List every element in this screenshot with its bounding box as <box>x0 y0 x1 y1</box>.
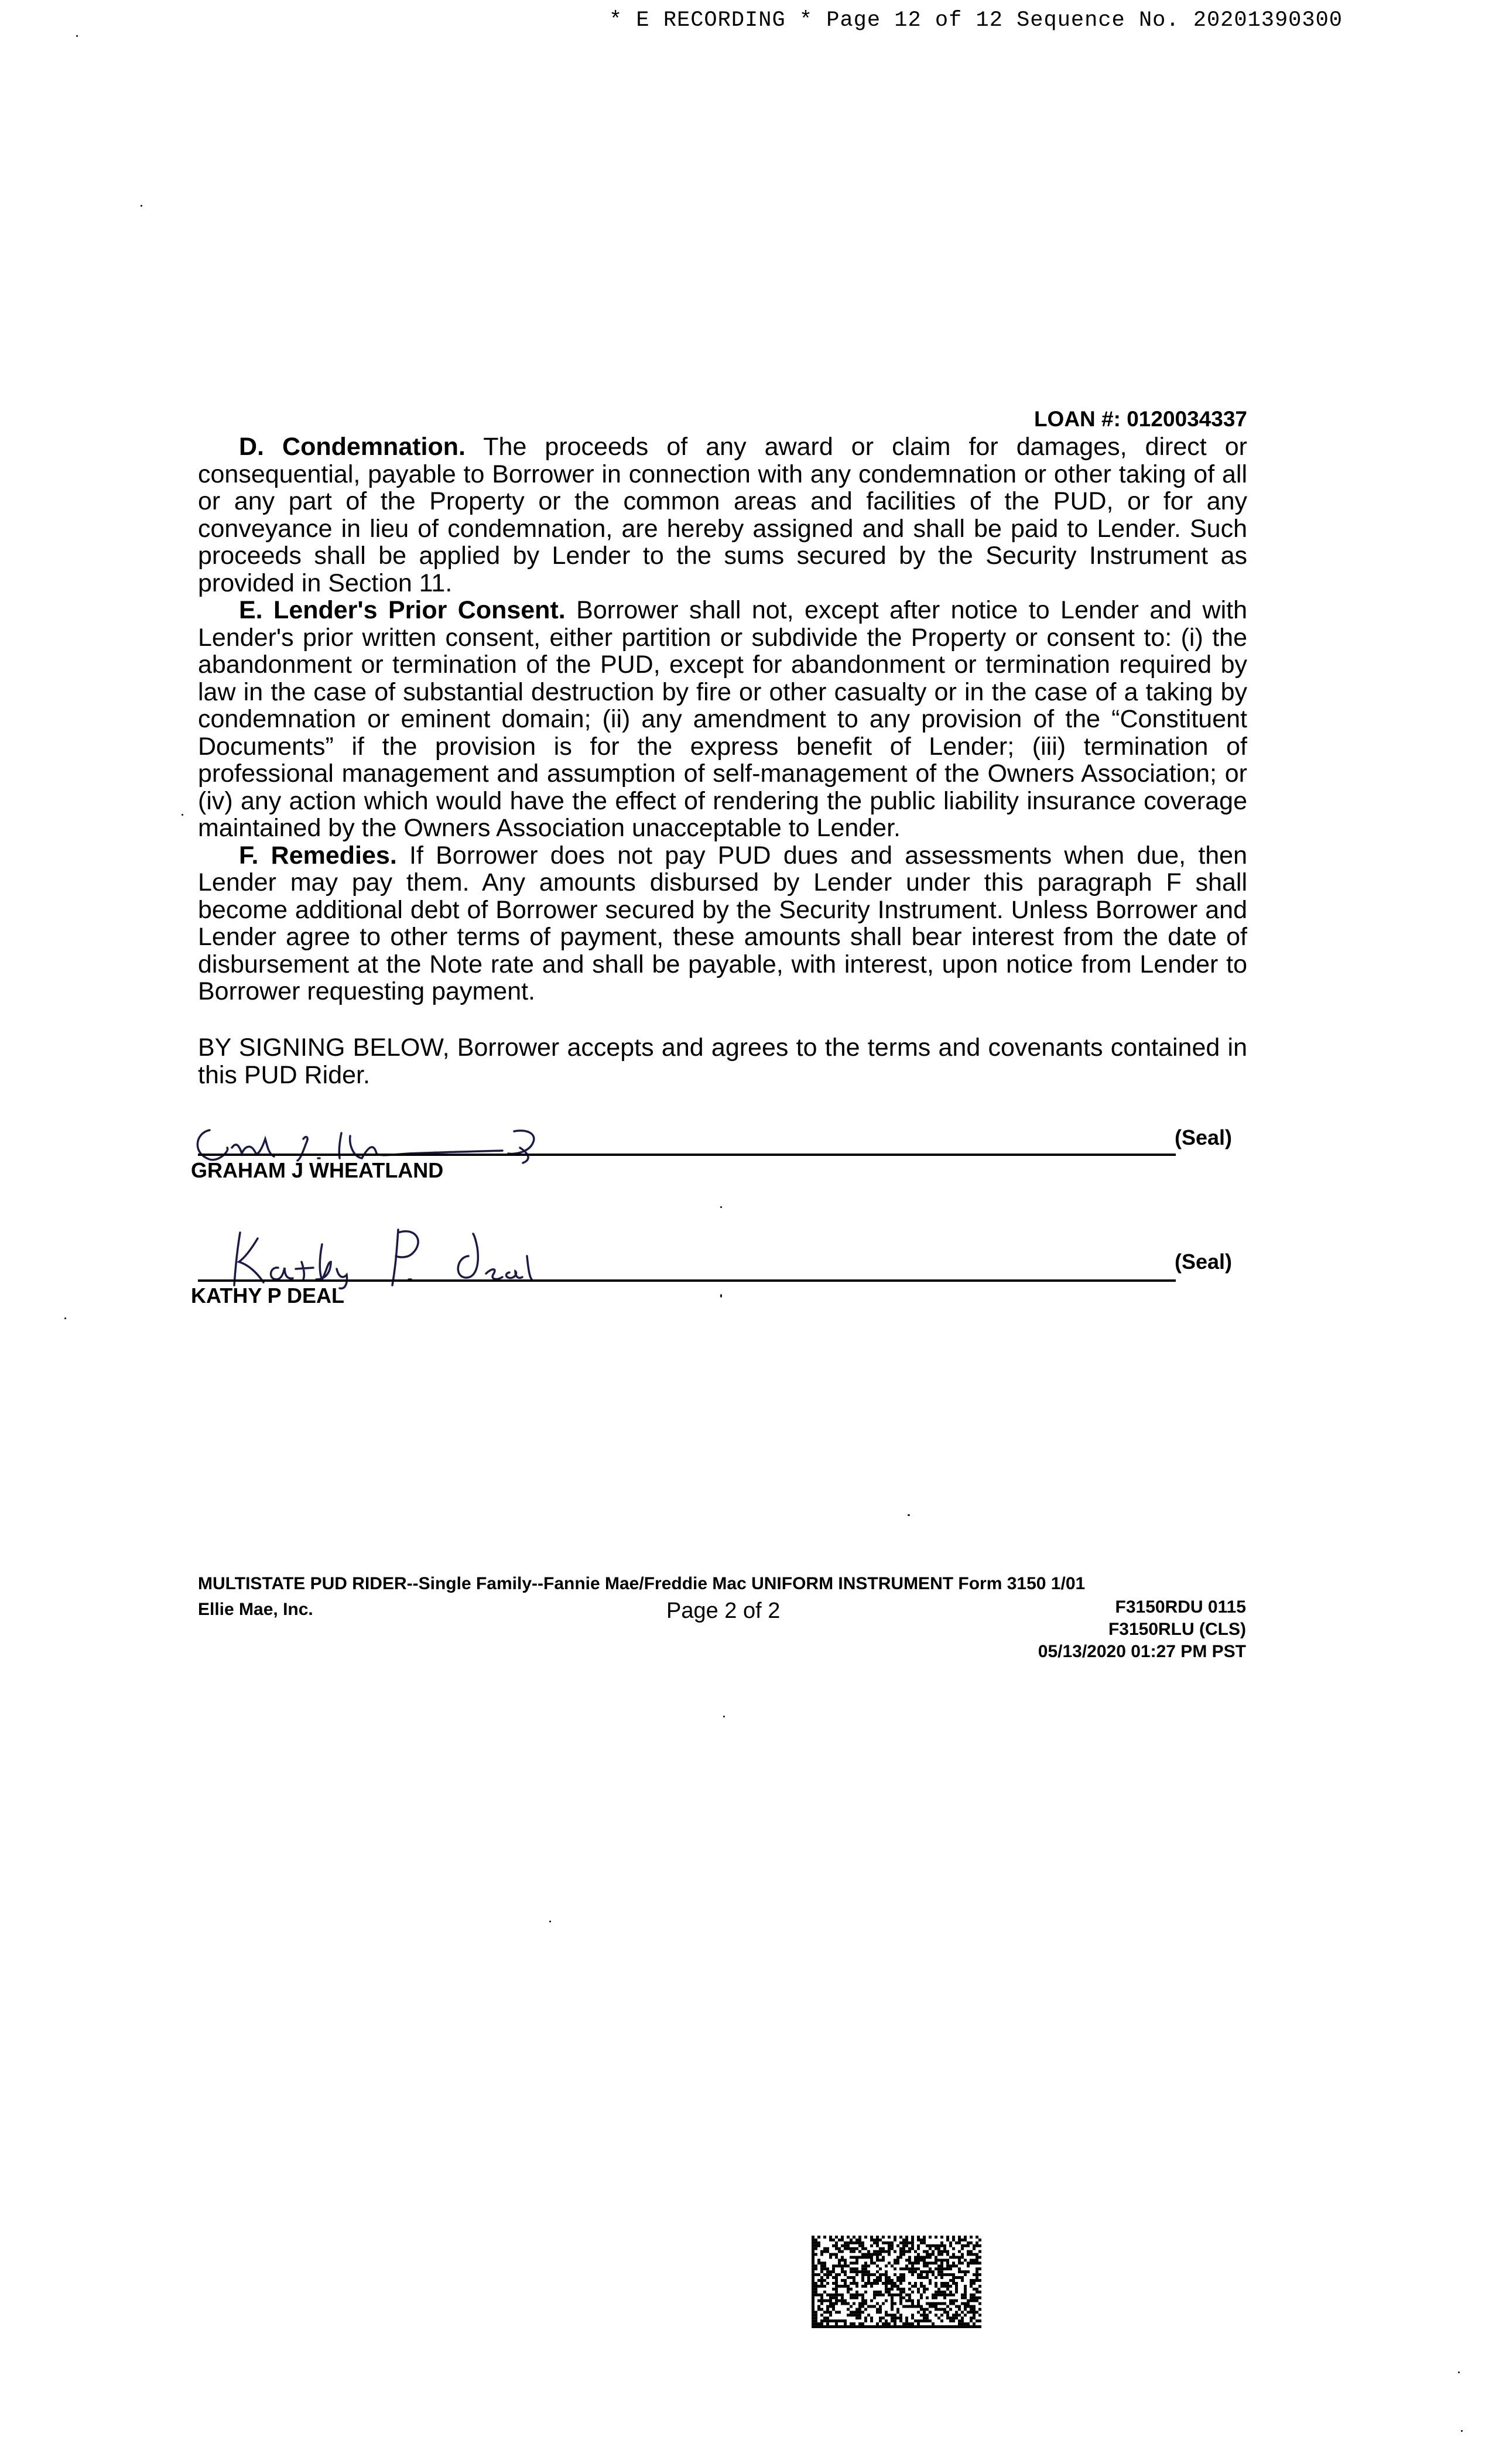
section-f <box>198 842 1247 1005</box>
datamatrix-barcode-icon <box>812 2236 981 2328</box>
scan-speck <box>76 35 78 37</box>
signing-intro: BY SIGNING BELOW, Borrower accepts and agrees to the terms and covenants contained in this PUD Rider. <box>198 1033 1247 1089</box>
recording-header: * E RECORDING * Page 12 of 12 Sequence No. 20201390300 <box>609 8 1343 33</box>
signature-line-1 <box>198 1154 1176 1156</box>
form-title: MULTISTATE PUD RIDER--Single Family--Fannie Mae/Freddie Mac UNIFORM INSTRUMENT Form 3150 1/01 <box>198 1574 1086 1593</box>
signature-line-2 <box>198 1279 1176 1282</box>
signer-name-1: GRAHAM J WHEATLAND <box>191 1158 444 1182</box>
scan-speck <box>64 1317 66 1319</box>
form-timestamp: 05/13/2020 01:27 PM PST <box>1038 1642 1246 1661</box>
form-code-1: F3150RDU 0115 <box>1115 1597 1246 1617</box>
loan-number: LOAN #: 0120034337 <box>1033 407 1247 431</box>
scan-speck <box>720 1206 722 1208</box>
page-number: Page 2 of 2 <box>666 1599 781 1623</box>
section-e <box>198 597 1247 842</box>
scan-speck <box>908 1514 910 1516</box>
seal-label-2: (Seal) <box>1175 1250 1233 1274</box>
section-d-text: The proceeds of any award or claim for damages, direct or consequential, payable to Borrower in connection with any condemnation or other taking of all or any part of the Property or the common areas and facilities of the PUD, or for any conveyance in lieu of condemnation, are hereby assigned and shall be paid to Lender. Such proceeds shall be applied by Lender to the sums secured by the Security Instrument as provided in Section 11. <box>198 433 1248 597</box>
signer-name-2: KATHY P DEAL <box>191 1284 345 1308</box>
scan-speck <box>182 814 183 816</box>
company-name: Ellie Mae, Inc. <box>198 1600 313 1619</box>
section-f-title: F. Remedies. <box>239 841 397 870</box>
scan-speck <box>1458 2371 1460 2373</box>
rider-body <box>198 433 1247 1005</box>
scan-speck <box>549 1921 551 1922</box>
section-e-text: Borrower shall not, except after notice to Lender and with Lender's prior written consent, either partition or subdivide the Property or consent to: (i) the abandonment or termination of the PUD, except for abandonment or termination required by law in the case of substantial destruction by fire or other casualty or in the case of a taking by condemnation or eminent domain; (ii) any amendment to any provision of the “Constituent Documents” if the provision is for the express benefit of Lender; (iii) termination of professional management and assumption of self-management of the Owners Association; or (iv) any action which would have the effect of rendering the public liability insurance coverage maintained by the Owners Association unacceptable to Lender. <box>198 596 1248 842</box>
form-code-2: F3150RLU (CLS) <box>1108 1620 1246 1639</box>
scan-speck <box>141 205 142 207</box>
section-f-text: If Borrower does not pay PUD dues and assessments when due, then Lender may pay them. Any amounts disbursed by Lender under this paragraph F shall become additional debt of Borrower secured by the Security Instrument. Unless Borrower and Lender agree to other terms of payment, these amounts shall bear interest from the date of disbursement at the Note rate and shall be payable, with interest, upon notice from Lender to Borrower requesting payment. <box>198 841 1248 1005</box>
seal-label-1: (Seal) <box>1175 1125 1233 1149</box>
form-codes <box>1038 1596 1246 1663</box>
section-d-title: D. Condemnation. <box>239 433 466 461</box>
section-d <box>198 433 1247 597</box>
scan-speck <box>720 1294 722 1298</box>
scan-speck <box>723 1716 725 1717</box>
section-e-title: E. Lender's Prior Consent. <box>239 596 566 624</box>
scan-speck <box>1461 2430 1463 2432</box>
